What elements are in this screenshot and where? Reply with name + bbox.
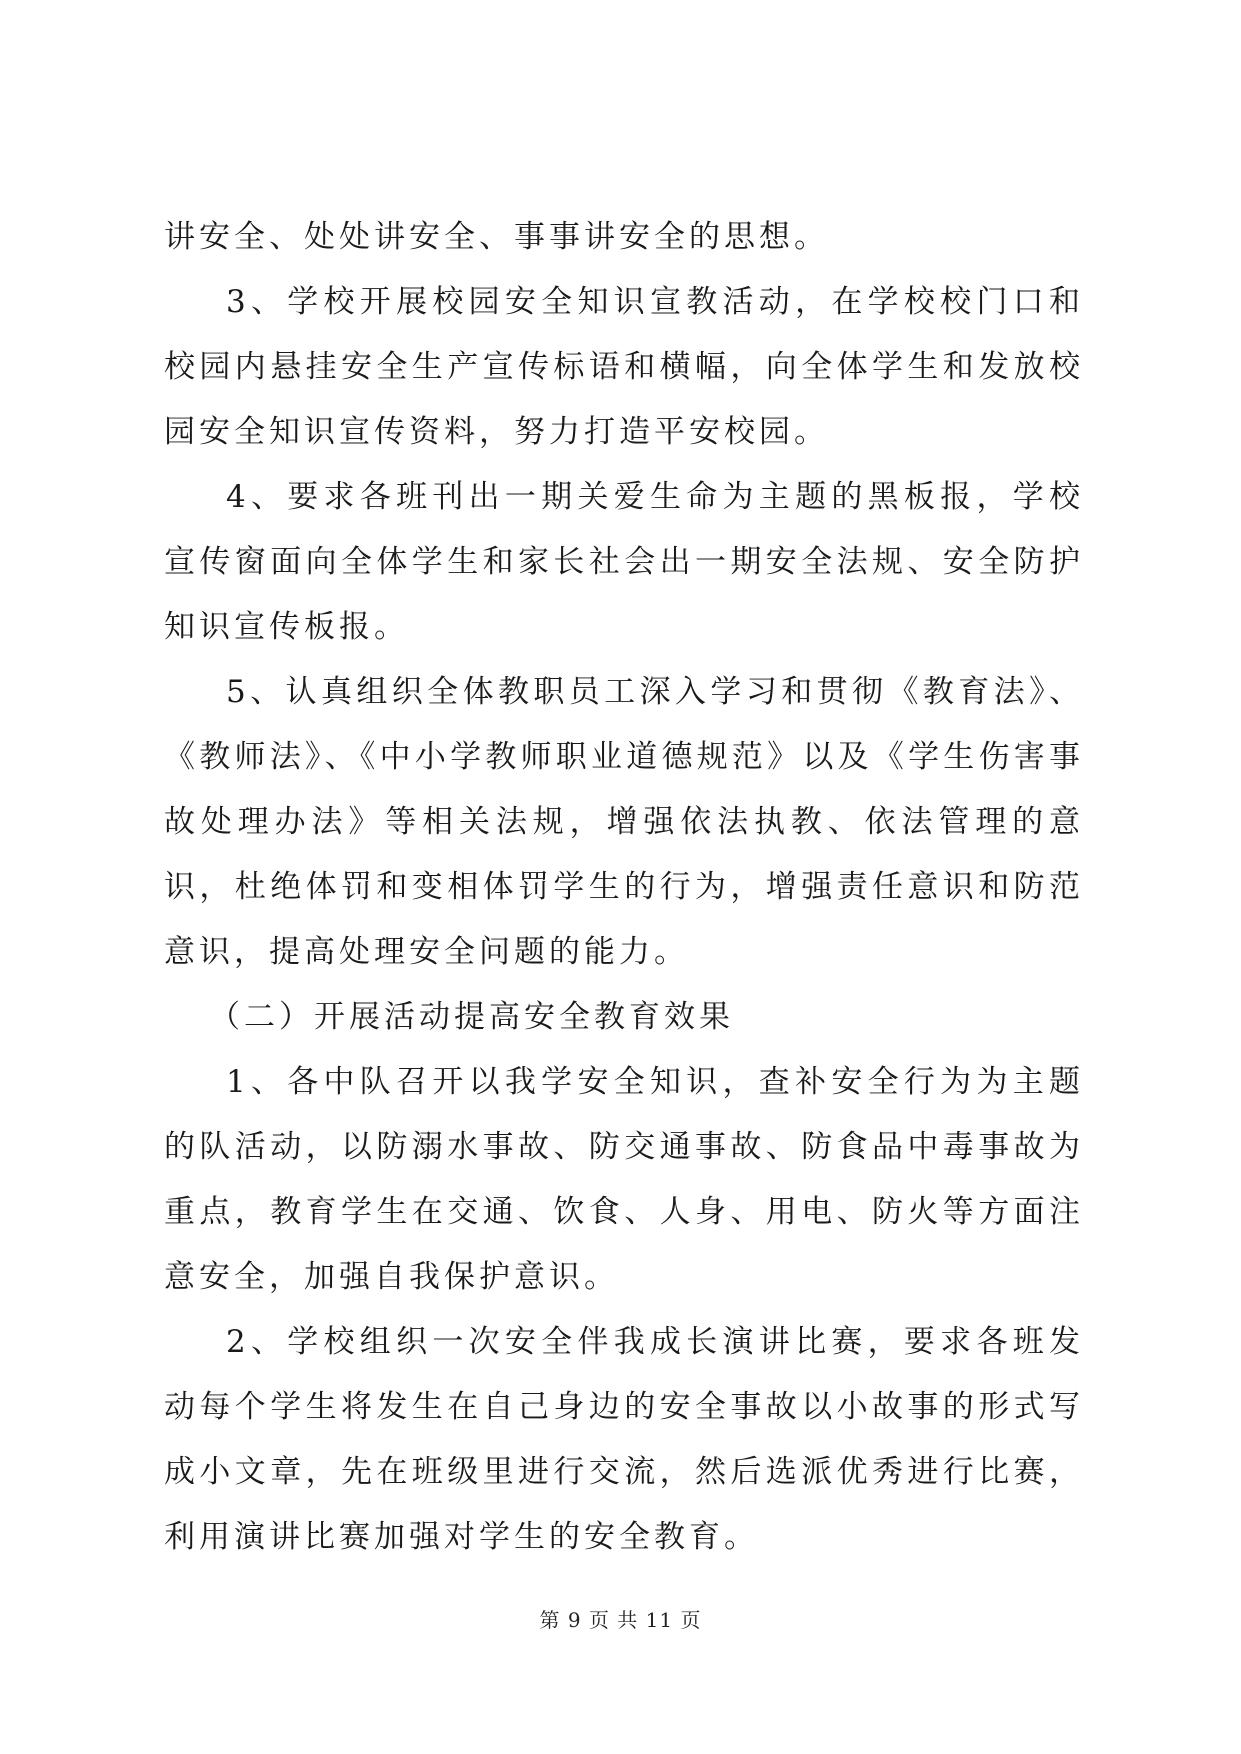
body-text (164, 205, 1084, 1570)
paragraph-item-3: 3、学校开展校园安全知识宣教活动，在学校校门口和校园内悬挂安全生产宣传标语和横幅，向全体学生和发放校园安全知识宣传资料，努力打造平安校园。 (164, 284, 1084, 450)
paragraph-item-5: 5、认真组织全体教职员工深入学习和贯彻《教育法》、《教师法》、《中小学教师职业道德规范》以及《学生伤害事故处理办法》等相关法规，增强依法执教、依法管理的意识，杜绝体罚和变相体罚学生的行为，增强责任意识和防范意识，提高处理安全问题的能力。 (164, 674, 1084, 970)
paragraph-section2-item-1: 1、各中队召开以我学安全知识，查补安全行为为主题的队活动，以防溺水事故、防交通事故、防食品中毒事故为重点，教育学生在交通、饮食、人身、用电、防火等方面注意安全，加强自我保护意识。 (164, 1064, 1084, 1295)
paragraph-section2-item-2: 2、学校组织一次安全伴我成长演讲比赛，要求各班发动每个学生将发生在自己身边的安全事故以小故事的形式写成小文章，先在班级里进行交流，然后选派优秀进行比赛，利用演讲比赛加强对学生的安全教育。 (164, 1324, 1084, 1555)
page-number-footer: 第 9 页 共 11 页 (539, 1608, 702, 1632)
section-heading: （二）开展活动提高安全教育效果 (209, 999, 734, 1035)
paragraph-item-4: 4、要求各班刊出一期关爱生命为主题的黑板报，学校宣传窗面向全体学生和家长社会出一期安全法规、安全防护知识宣传板报。 (164, 479, 1084, 645)
paragraph-continuation: 讲安全、处处讲安全、事事讲安全的思想。 (164, 219, 829, 255)
